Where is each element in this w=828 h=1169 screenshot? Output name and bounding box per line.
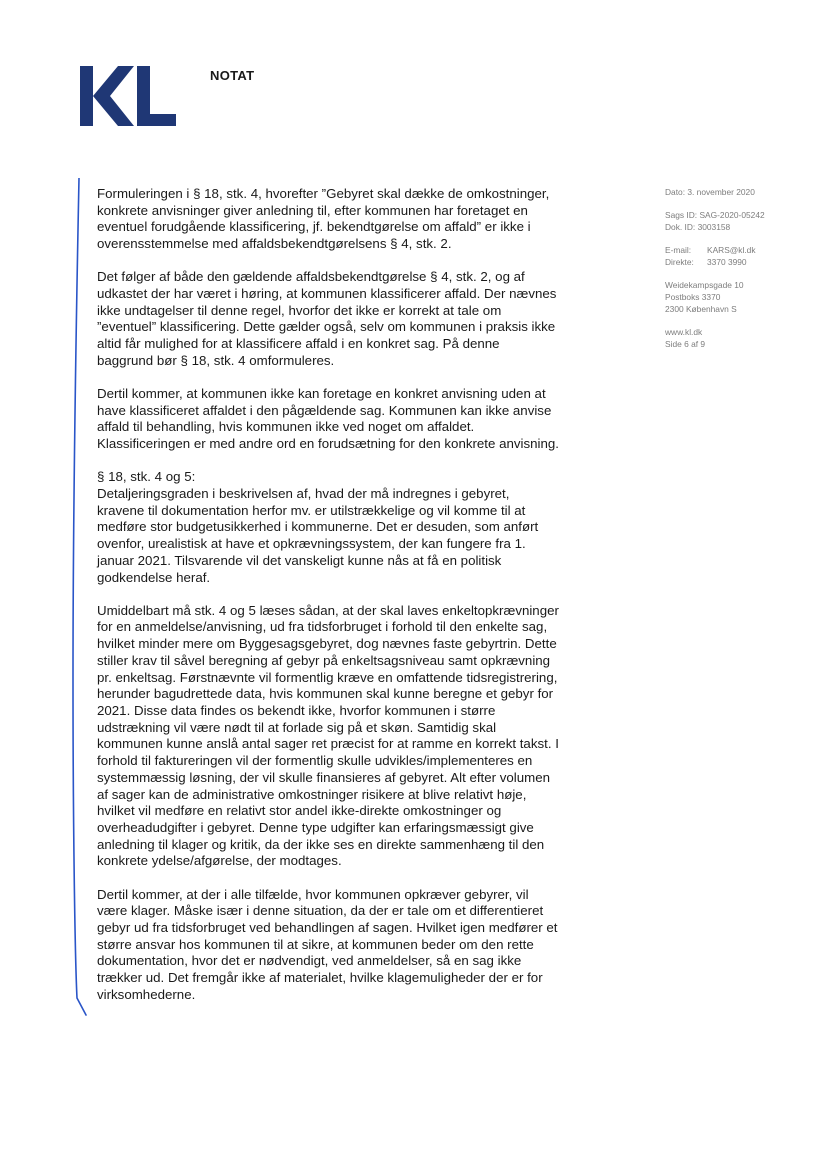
address-street: Weidekampsgade 10: [665, 280, 744, 290]
address-box: Postboks 3370: [665, 292, 721, 302]
paragraph: [97, 469, 559, 586]
dok-id: Dok. ID: 3003158: [665, 222, 731, 232]
email-label: E-mail:: [665, 245, 692, 255]
email-value[interactable]: KARS@kl.dk: [707, 245, 756, 255]
document-type: NOTAT: [210, 68, 255, 83]
paragraph: Umiddelbart må stk. 4 og 5 læses sådan, at der skal laves enkeltopkrævninger for en anmeldelse/anvisning, ud fra tidsforbruget i forhold til den enkelte sag, hvilket minder mere om Byggesagsgebyret, dog nævnes faste gebyrtrin. Dette stiller krav til såvel beregning af gebyr på enkeltsagsniveau samt opkrævning pr. enkeltsag. Førstnævnte vil formentlig kræve en omfattende tidsregistrering, herunder bagudrettede data, hvis kommunen skal kunne beregne et gebyr for 2021. Disse data findes os bekendt ikke, hvorfor kommunen i større udstrækning vil være nødt til at forlade sig på et skøn. Samtidig skal kommunen kunne anslå antal sager ret præcist for at ramme en korrekt takst. I forhold til faktureringen vil der formentlig skulle udvikles/implementeres en systemmæssig løsning, der vil skulle finansieres af gebyret. Alt efter volumen af sager kan de administrative omkostninger risikere at blive relativt høje, hvilket vil medføre en relativt stor andel ikke-direkte omkostninger og overheadudgifter i gebyret. Denne type udgifter kan erfaringsmæssigt give anledning til klager og kritik, da der ikke ses en direkte sammenhæng til den konkrete ydelse/afgørelse, der modtages.: [97, 602, 559, 869]
paragraph: Formuleringen i § 18, stk. 4, hvorefter ”Gebyret skal dække de omkostninger, konkrete anvisninger giver anledning til, efter kommunen har foretaget en eventuel forudgående klassificering, jf. bekendtgørelse om affald” er ikke i overensstemmelse med affaldsbekendtgørelsens § 4, stk. 2.: [97, 186, 550, 252]
kl-logo: [80, 66, 176, 126]
document-metadata: [665, 186, 815, 361]
sags-id: Sags ID: SAG-2020-05242: [665, 210, 765, 220]
handwritten-margin-line: [70, 178, 90, 1018]
phone-label: Direkte:: [665, 257, 694, 267]
phone-value: 3370 3990: [707, 257, 747, 267]
section-heading: § 18, stk. 4 og 5:: [97, 469, 196, 485]
address-city: 2300 København S: [665, 304, 737, 314]
phone-row: [665, 256, 815, 268]
document-body: [97, 186, 559, 1020]
paragraph: Dertil kommer, at kommunen ikke kan foretage en konkret anvisning uden at have klassificeret affaldet i den pågældende sag. Kommunen kan ikke anvise affald til behandling, hvis kommunen ikke ved noget om affaldet. Klassificeringen er med andre ord en forudsætning for den konkrete anvisning.: [97, 386, 559, 452]
paragraph: Dertil kommer, at der i alle tilfælde, hvor kommunen opkræver gebyrer, vil være klager. Måske især i denne situation, da der er tale om et differentieret gebyr ud fra tidsforbruget ved behandlingen af sagen. Hvilket igen medfører et større ansvar hos kommunen til at sikre, at kommunen beder om den rette dokumentation, hvor det er nødvendigt, ved anmeldelser, så en sag ikke trækker ud. Det fremgår ikke af materialet, hvilke klagemuligheder der er for virksomhederne.: [97, 886, 558, 1002]
page-number: Side 6 af 9: [665, 339, 706, 349]
date: Dato: 3. november 2020: [665, 187, 755, 197]
email-row: [665, 244, 815, 256]
paragraph: Det følger af både den gældende affaldsbekendtgørelse § 4, stk. 2, og af udkastet der har været i høring, at kommunen klassificerer affald. Der nævnes ikke undtagelser til denne regel, hvorfor det ikke er korrekt at tale om ”eventuel” klassificering. Dette gælder også, selv om kommunen i praksis ikke altid får mulighed for at klassificere affald i en konkret sag. På denne baggrund bør § 18, stk. 4 omformuleres.: [97, 269, 557, 368]
section-text: Detaljeringsgraden i beskrivelsen af, hvad der må indregnes i gebyret, kravene til dokumentation herfor mv. er utilstrækkelige og vil komme til at medføre stor budgetusikkerhed i kommunerne. Det er desuden, som anført ovenfor, urealistisk at have et opkrævningssystem, der kan fungere fra 1. januar 2021. Tilsvarende vil det vanskeligt kunne nås at få en politisk godkendelse heraf.: [97, 486, 539, 585]
website-link[interactable]: www.kl.dk: [665, 327, 703, 337]
